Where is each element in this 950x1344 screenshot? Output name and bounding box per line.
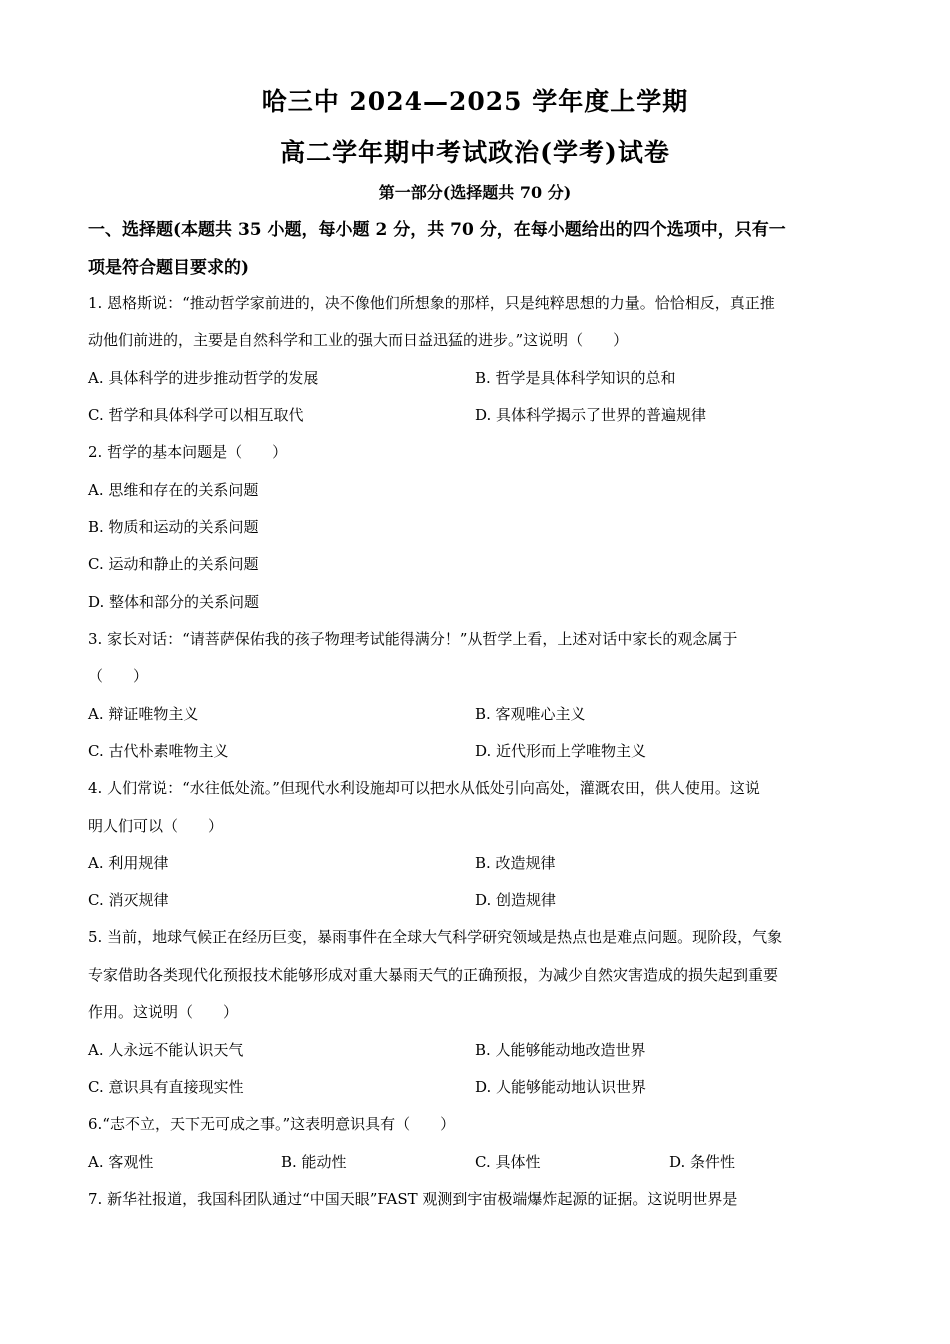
question-6-option-b: B. 能动性	[281, 1153, 347, 1171]
question-4-stem-line2: 明人们可以（ ）	[88, 817, 224, 835]
question-5-option-c: C. 意识具有直接现实性	[88, 1078, 244, 1096]
question-4-option-b: B. 改造规律	[475, 854, 556, 872]
exam-title-line2: 高二学年期中考试政治(学考)试卷	[280, 138, 670, 167]
part-heading: 第一部分(选择题共 70 分)	[378, 183, 572, 202]
question-5-option-d: D. 人能够能动地认识世界	[475, 1078, 647, 1096]
question-1-stem-line1: 1. 恩格斯说：“推动哲学家前进的，决不像他们所想象的那样，只是纯粹思想的力量。恰恰相反，真正推	[88, 294, 775, 312]
section-heading-line1: 一、选择题(本题共 35 小题，每小题 2 分，共 70 分，在每小题给出的四个选项中，只有一	[88, 220, 786, 240]
question-2-option-d: D. 整体和部分的关系问题	[88, 593, 260, 611]
question-5-stem-line3: 作用。这说明（ ）	[88, 1003, 239, 1021]
section-heading	[88, 211, 863, 287]
question-4-option-d: D. 创造规律	[475, 891, 557, 909]
question-3-option-c: C. 古代朴素唯物主义	[88, 742, 229, 760]
section-heading-line2: 项是符合题目要求的)	[88, 258, 250, 278]
question-4-stem-line1: 4. 人们常说：“水往低处流。”但现代水利设施却可以把水从低处引向高处，灌溉农田，供人使用。这说	[88, 779, 760, 797]
question-3-option-b: B. 客观唯心主义	[475, 705, 586, 723]
question-6-option-c: C. 具体性	[475, 1153, 541, 1171]
question-3-stem-line1: 3. 家长对话：“请菩萨保佑我的孩子物理考试能得满分！”从哲学上看，上述对话中家长的观念属于	[88, 630, 738, 648]
question-4-option-c: C. 消灭规律	[88, 891, 169, 909]
question-7-stem: 7. 新华社报道，我国科团队通过“中国天眼”FAST 观测到宇宙极端爆炸起源的证据。这说明世界是	[88, 1190, 738, 1208]
question-5-option-b: B. 人能够能动地改造世界	[475, 1041, 646, 1059]
question-2-option-a: A. 思维和存在的关系问题	[88, 481, 259, 499]
question-3-option-a: A. 辩证唯物主义	[88, 705, 199, 723]
question-1-option-b: B. 哲学是具体科学知识的总和	[475, 369, 676, 387]
question-6-option-d: D. 条件性	[669, 1153, 736, 1171]
question-5-stem-line2: 专家借助各类现代化预报技术能够形成对重大暴雨天气的正确预报，为减少自然灾害造成的损失起到重要	[88, 966, 779, 984]
question-1-option-c: C. 哲学和具体科学可以相互取代	[88, 406, 304, 424]
question-5-stem-line1: 5. 当前，地球气候正在经历巨变，暴雨事件在全球大气科学研究领域是热点也是难点问题。现阶段，气象	[88, 928, 783, 946]
question-2-option-b: B. 物质和运动的关系问题	[88, 518, 259, 536]
question-1-option-d: D. 具体科学揭示了世界的普遍规律	[475, 406, 707, 424]
question-4-option-a: A. 利用规律	[88, 854, 169, 872]
question-5-option-a: A. 人永远不能认识天气	[88, 1041, 244, 1059]
exam-title-line1: 哈三中 2024—2025 学年度上学期	[261, 87, 689, 116]
question-6-option-a: A. 客观性	[88, 1153, 154, 1171]
question-3-option-d: D. 近代形而上学唯物主义	[475, 742, 647, 760]
question-1-option-a: A. 具体科学的进步推动哲学的发展	[88, 369, 319, 387]
question-3-stem-line2: （ ）	[88, 667, 149, 685]
question-2-option-c: C. 运动和静止的关系问题	[88, 555, 259, 573]
question-6-stem: 6.“志不立，天下无可成之事。”这表明意识具有（ ）	[88, 1115, 456, 1133]
question-1-stem-line2: 动他们前进的，主要是自然科学和工业的强大而日益迅猛的进步。”这说明（ ）	[88, 331, 629, 349]
question-2-stem: 2. 哲学的基本问题是（ ）	[88, 443, 288, 461]
